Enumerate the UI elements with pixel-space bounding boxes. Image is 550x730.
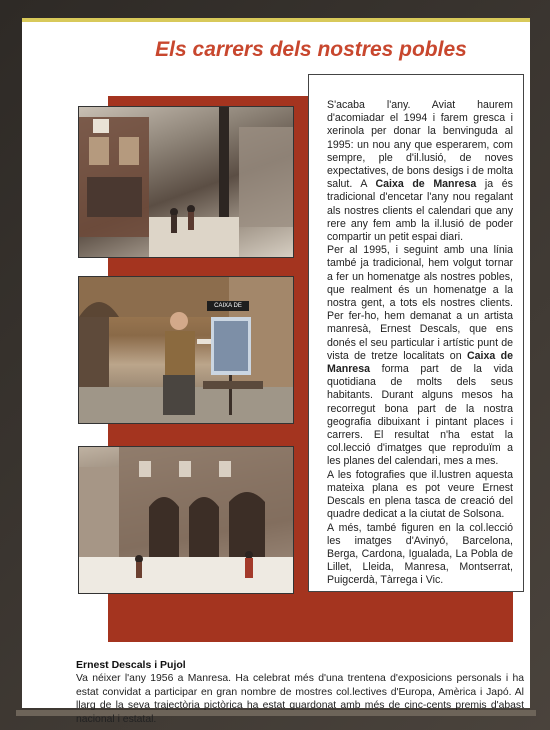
bio-heading: Ernest Descals i Pujol <box>76 659 186 671</box>
street-scene-illustration <box>79 107 294 258</box>
bio-text: Va néixer l'any 1956 a Manresa. Ha celebrat més d'una trentena d'exposicions personals i ha estat convidat a participar en gran nombre de mostres col.lectives d'Europa, Amèrica i Japó. Al llarg de la seva trajectòria pictòrica ha estat guardonat amb més de cinc-cents premis d'abast nacional i estatal. <box>76 673 524 725</box>
brand-name: Caixa de Manresa <box>327 349 513 376</box>
painting-street-scene <box>78 106 294 258</box>
painting-arcade-square <box>78 446 294 594</box>
artist-photo-illustration <box>79 277 294 424</box>
photo-artist-painting <box>78 276 294 424</box>
brand-name: Caixa de Manresa <box>375 178 477 191</box>
article-paragraph-3: A les fotografies que il.lustren aquesta mateixa plana es pot veure Ernest Descals en plena tasca de creació del quadre dedicat a la ciutat de Solsona. <box>327 468 513 521</box>
article-paragraph-1: S'acaba l'any. Aviat haurem d'acomiadar el 1994 i farem gresca i xerinola per donar la benvinguda al 1995: un nou any que esperarem, com sempre, ple d'il.lusió, de noves expectatives, de bons desigs i de molta salut. A Caixa de Manresa ja és tradicional d'encetar l'any nou regalant als nostres clients el calendari que any rere any fem amb la il.lusió de poder compartir un petit espai diari. <box>327 99 513 244</box>
article-paragraph-4: A més, també figuren en la col.lecció les imatges d'Avinyó, Barcelona, Berga, Cardona, Igualada, La Pobla de Lillet, Lleida, Manresa, Montserrat, Puigcerdà, Tàrrega i Vic. <box>327 521 513 587</box>
arcade-square-illustration <box>79 447 294 594</box>
article-body <box>327 99 513 588</box>
article-text-box <box>308 74 524 592</box>
article-paragraph-2: Per al 1995, i seguint amb una línia també ja tradicional, hem volgut tornar a fer un homenatge als nostres pobles, que realment és un homenatge a la nostra gent, a tots els nostres clients. Per fer-ho, hem demanat a un artista manresà, Ernest Descals, que ens donés el seu particular i artístic punt de vista de tretze localitats on Caixa de Manresa forma part de la vida quotidiana de molts dels seus habitants. Durant alguns mesos ha recorregut bona part de la nostra geografia dibuixant i pintant places i carrers. El resultat n'ha estat la col.lecció d'imatges que reproduïm a les planes del calendari, mes a mes. <box>327 244 513 468</box>
street-sign: CAIXA DE <box>207 301 249 311</box>
calendar-page <box>22 18 530 725</box>
red-background-block-lower <box>328 592 513 642</box>
page-title: Els carrers dels nostres pobles <box>155 38 467 61</box>
